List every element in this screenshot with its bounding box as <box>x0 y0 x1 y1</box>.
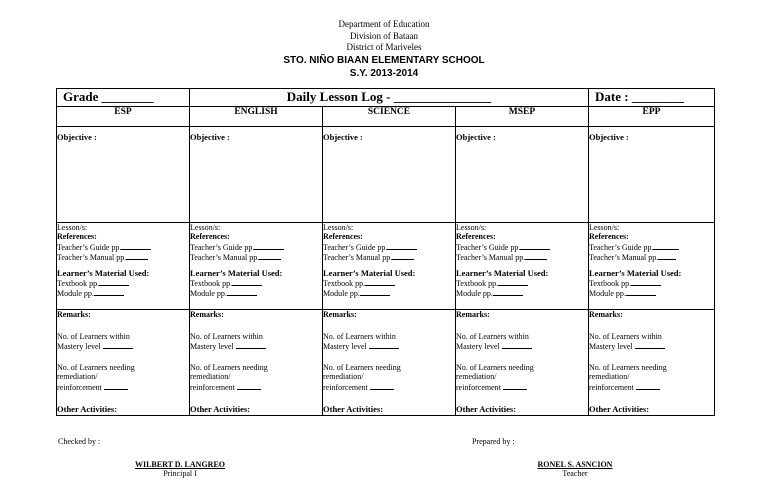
objective-label: Objective : <box>190 132 230 142</box>
school-name: STO. NIÑO BIAAN ELEMENTARY SCHOOL <box>283 54 485 66</box>
objective-cell <box>589 127 715 223</box>
learners-material-label: Learner’s Material Used: <box>190 267 283 278</box>
module-line: Module pp. <box>190 288 322 298</box>
remarks-label: Remarks: <box>456 310 490 319</box>
mastery-line: No. of Learners within <box>456 331 529 341</box>
subject-header-science: SCIENCE <box>323 107 456 127</box>
remarks-cell <box>57 310 190 416</box>
references-label: References: <box>190 232 230 242</box>
other-activities-label: Other Activities: <box>323 403 384 414</box>
remarks-label: Remarks: <box>589 310 623 319</box>
remarks-row <box>57 310 715 416</box>
textbook-line: Textbook pp. <box>456 278 588 288</box>
mastery-line: No. of Learners within <box>589 331 662 341</box>
objective-row <box>57 127 715 223</box>
reinforcement-line: reinforcement <box>456 382 588 393</box>
reinforcement-line: reinforcement <box>589 382 714 393</box>
module-line: Module pp. <box>456 288 588 298</box>
lesson-label: Lesson/s: <box>190 223 221 232</box>
document-header <box>0 19 768 80</box>
objective-cell <box>190 127 323 223</box>
lesson-row <box>57 223 715 310</box>
teachers-manual-line: Teacher’s Manual pp. <box>589 252 714 262</box>
principal-title: Principal I <box>163 469 197 478</box>
checked-by-label: Checked by : <box>58 437 101 446</box>
module-line: Module pp. <box>57 288 189 298</box>
reinforcement-line: reinforcement <box>323 382 455 393</box>
lesson-cell <box>323 223 456 310</box>
learners-material-label: Learner’s Material Used: <box>57 267 150 278</box>
grade-field: Grade ________ <box>57 89 190 107</box>
lesson-cell <box>57 223 190 310</box>
other-activities-label: Other Activities: <box>190 403 251 414</box>
teacher-name: RONEL S. ASNCION <box>537 460 613 469</box>
mastery-level-line: Mastery level <box>456 341 588 352</box>
lesson-cell <box>456 223 589 310</box>
needing-line: No. of Learners needing <box>57 362 135 372</box>
subject-header-english: ENGLISH <box>190 107 323 127</box>
reinforcement-line: reinforcement <box>190 382 322 393</box>
module-line: Module pp. <box>323 288 455 298</box>
remarks-label: Remarks: <box>190 310 224 319</box>
remarks-cell <box>589 310 715 416</box>
title-row <box>57 89 715 107</box>
remediation-line: remediation/ <box>589 372 630 382</box>
teachers-guide-line: Teacher’s Guide pp. <box>323 242 455 252</box>
textbook-line: Textbook pp. <box>323 278 455 288</box>
learners-material-label: Learner’s Material Used: <box>323 267 416 278</box>
subject-header-esp: ESP <box>57 107 190 127</box>
needing-line: No. of Learners needing <box>456 362 534 372</box>
lesson-label: Lesson/s: <box>456 223 487 232</box>
needing-line: No. of Learners needing <box>323 362 401 372</box>
lesson-label: Lesson/s: <box>323 223 354 232</box>
teachers-guide-line: Teacher’s Guide pp. <box>589 242 714 252</box>
mastery-line: No. of Learners within <box>57 331 130 341</box>
reinforcement-line: reinforcement <box>57 382 189 393</box>
lesson-label: Lesson/s: <box>57 223 88 232</box>
remarks-label: Remarks: <box>57 310 91 319</box>
prepared-by-signature <box>512 460 638 478</box>
remediation-line: remediation/ <box>323 372 364 382</box>
teachers-guide-line: Teacher’s Guide pp. <box>57 242 189 252</box>
principal-name: WILBERT D. LANGREO <box>134 460 226 469</box>
department-line: Department of Education <box>338 19 430 29</box>
subject-row <box>57 107 715 127</box>
remarks-cell <box>456 310 589 416</box>
references-label: References: <box>456 232 496 242</box>
module-line: Module pp. <box>589 288 714 298</box>
checked-by-signature <box>112 460 248 478</box>
school-year: S.Y. 2013-2014 <box>349 67 419 79</box>
lesson-log-table <box>56 88 715 416</box>
needing-line: No. of Learners needing <box>589 362 667 372</box>
other-activities-label: Other Activities: <box>456 403 517 414</box>
other-activities-label: Other Activities: <box>589 403 650 414</box>
objective-label: Objective : <box>57 132 97 142</box>
teachers-manual-line: Teacher’s Manual pp. <box>456 252 588 262</box>
district-line: District of Mariveles <box>346 42 422 52</box>
mastery-line: No. of Learners within <box>190 331 263 341</box>
mastery-level-line: Mastery level <box>57 341 189 352</box>
objective-label: Objective : <box>456 132 496 142</box>
remarks-cell <box>323 310 456 416</box>
learners-material-label: Learner’s Material Used: <box>456 267 549 278</box>
teacher-title: Teacher <box>562 469 588 478</box>
remediation-line: remediation/ <box>456 372 497 382</box>
other-activities-label: Other Activities: <box>57 403 118 414</box>
remediation-line: remediation/ <box>57 372 98 382</box>
subject-header-msep: MSEP <box>456 107 589 127</box>
mastery-level-line: Mastery level <box>323 341 455 352</box>
teachers-manual-line: Teacher’s Manual pp. <box>323 252 455 262</box>
mastery-line: No. of Learners within <box>323 331 396 341</box>
objective-label: Objective : <box>589 132 629 142</box>
objective-label: Objective : <box>323 132 363 142</box>
learners-material-label: Learner’s Material Used: <box>589 267 682 278</box>
textbook-line: Textbook pp. <box>190 278 322 288</box>
lesson-cell <box>190 223 323 310</box>
teachers-guide-line: Teacher’s Guide pp. <box>190 242 322 252</box>
objective-cell <box>57 127 190 223</box>
prepared-by-label: Prepared by : <box>472 437 515 446</box>
remarks-label: Remarks: <box>323 310 357 319</box>
teachers-manual-line: Teacher’s Manual pp. <box>190 252 322 262</box>
mastery-level-line: Mastery level <box>589 341 714 352</box>
objective-cell <box>323 127 456 223</box>
lesson-label: Lesson/s: <box>589 223 620 232</box>
textbook-line: Textbook pp. <box>589 278 714 288</box>
references-label: References: <box>57 232 97 242</box>
date-field: Date : ________ <box>589 89 715 107</box>
references-label: References: <box>589 232 629 242</box>
subject-header-epp: EPP <box>589 107 715 127</box>
lesson-cell <box>589 223 715 310</box>
division-line: Division of Bataan <box>350 30 418 41</box>
remediation-line: remediation/ <box>190 372 231 382</box>
teachers-manual-line: Teacher’s Manual pp. <box>57 252 189 262</box>
teachers-guide-line: Teacher’s Guide pp. <box>456 242 588 252</box>
needing-line: No. of Learners needing <box>190 362 268 372</box>
mastery-level-line: Mastery level <box>190 341 322 352</box>
objective-cell <box>456 127 589 223</box>
textbook-line: Textbook pp. <box>57 278 189 288</box>
references-label: References: <box>323 232 363 242</box>
daily-lesson-log-title: Daily Lesson Log - _______________ <box>190 89 589 107</box>
remarks-cell <box>190 310 323 416</box>
